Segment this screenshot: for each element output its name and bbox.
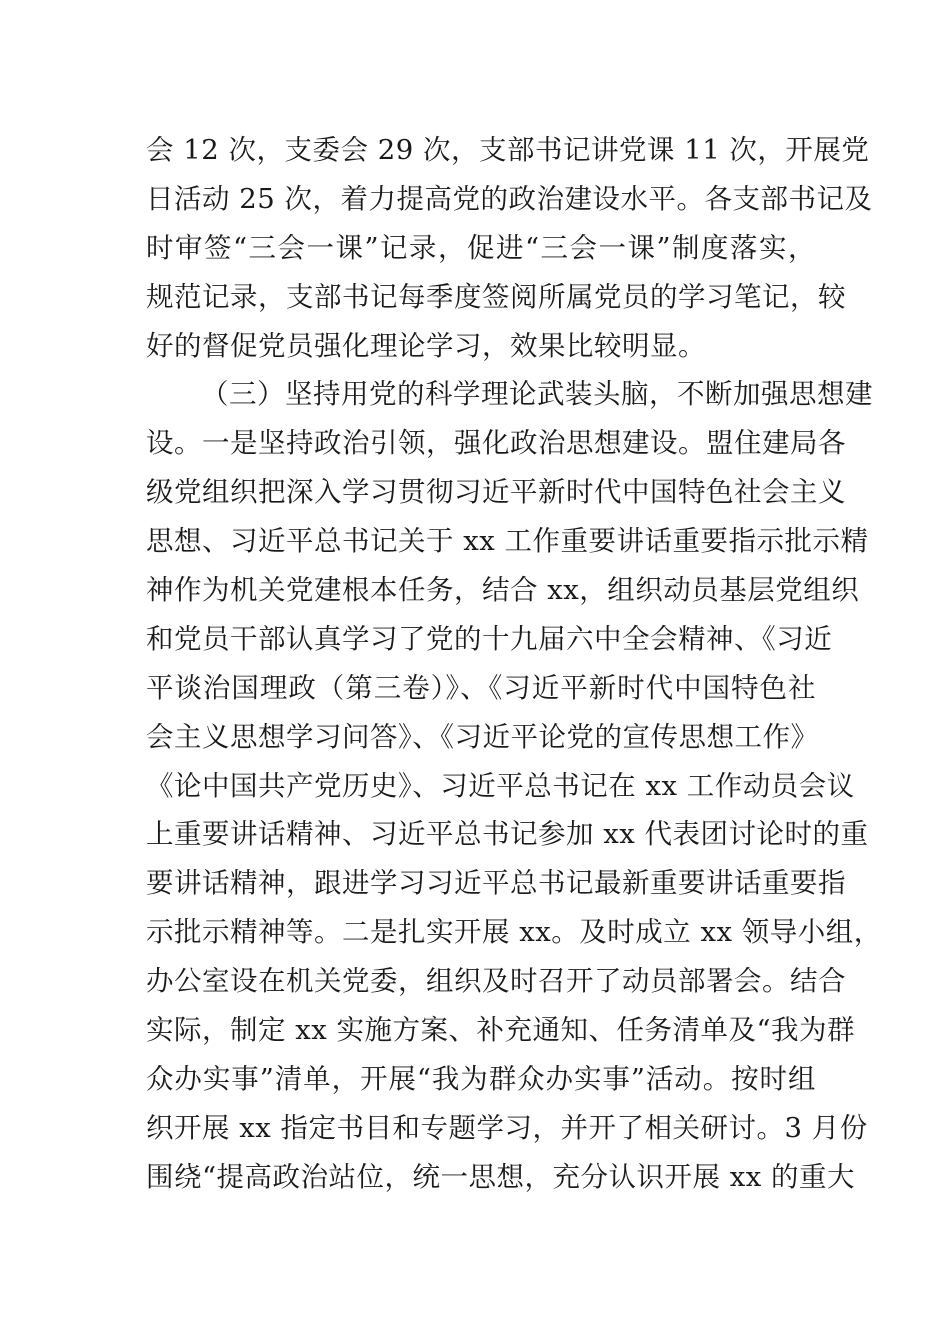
- text-line: 时审签“三会一课”记录，促进“三会一课”制度落实，: [146, 231, 816, 264]
- text-line: 神作为机关党建根本任务，结合 xx，组织动员基层党组织: [146, 574, 860, 607]
- text-line: 和党员干部认真学习了党的十九届六中全会精神、《习近: [146, 622, 833, 655]
- section-heading-line: （三）坚持用党的科学理论武装头脑，不断加强思想建: [201, 378, 873, 411]
- text-line: 日活动 25 次，着力提高党的政治建设水平。各支部书记及: [146, 182, 873, 215]
- body-text: [146, 126, 882, 1202]
- text-line: 《论中国共产党历史》、习近平总书记在 xx 工作动员会议: [146, 769, 855, 802]
- text-line: 设。一是坚持政治引领，强化政治思想建设。盟住建局各: [146, 427, 846, 460]
- text-line: 办公室设在机关党委，组织及时召开了动员部署会。结合: [146, 965, 846, 998]
- text-line: 示批示精神等。二是扎实开展 xx。及时成立 xx 领导小组，: [146, 916, 882, 949]
- text-line: 实际，制定 xx 实施方案、补充通知、任务清单及“我为群: [146, 1014, 856, 1047]
- text-line: 围绕“提高政治站位，统一思想，充分认识开展 xx 的重大: [146, 1160, 856, 1193]
- text-line: 会 12 次，支委会 29 次，支部书记讲党课 11 次，开展党: [146, 134, 870, 166]
- text-line: 上重要讲话精神、习近平总书记参加 xx 代表团讨论时的重: [146, 818, 869, 851]
- text-line: 众办实事”清单，开展“我为群众办实事”活动。按时组: [146, 1062, 816, 1095]
- text-line: 级党组织把深入学习贯彻习近平新时代中国特色社会主义: [146, 476, 846, 509]
- text-line: 织开展 xx 指定书目和专题学习，并开了相关研讨。3 月份: [146, 1111, 868, 1144]
- text-line: 会主义思想学习问答》、《习近平论党的宣传思想工作》: [146, 720, 819, 753]
- text-line: 好的督促党员强化理论学习，效果比较明显。: [146, 329, 706, 362]
- text-line: 平谈治国理政（第三卷）》、《习近平新时代中国特色社: [146, 671, 816, 704]
- text-line: 要讲话精神，跟进学习习近平总书记最新重要讲话重要指: [146, 867, 846, 900]
- text-line: 规范记录，支部书记每季度签阅所属党员的学习笔记，较: [146, 280, 846, 313]
- text-line: 思想、习近平总书记关于 xx 工作重要讲话重要指示批示精: [146, 525, 869, 558]
